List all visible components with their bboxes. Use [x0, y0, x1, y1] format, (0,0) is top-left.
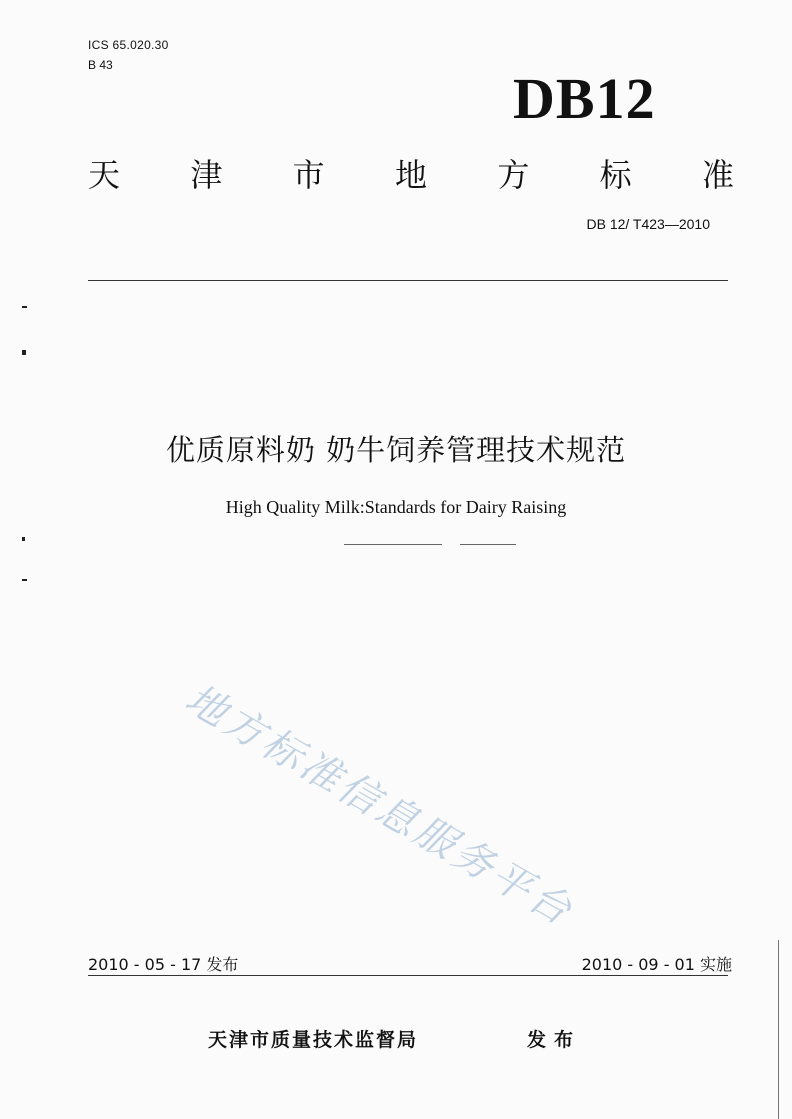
issue-date: 2010 - 05 - 17 发布: [88, 955, 239, 974]
issuing-authority: 天津市质量技术监督局: [208, 1029, 419, 1051]
title-chinese: 优质原料奶 奶牛饲养管理技术规范: [165, 433, 627, 467]
standard-type-char: 市: [292, 156, 325, 194]
scan-mark: [22, 306, 27, 308]
classification-code: B 43: [88, 58, 113, 72]
scan-edge-line: [778, 940, 779, 1119]
publish-label: 发布: [527, 1029, 582, 1051]
scan-mark: [22, 537, 25, 541]
ics-code: ICS 65.020.30: [88, 38, 169, 52]
standard-type-char: 津: [190, 156, 223, 194]
title-underline-dash: [460, 544, 516, 545]
watermark: 地方标准信息服务平台: [177, 675, 582, 936]
standard-type-char: 地: [394, 156, 427, 194]
title-underline-dash: [344, 544, 442, 545]
scan-mark: [22, 579, 27, 581]
standard-type-heading: [88, 150, 734, 196]
implementation-date: 2010 - 09 - 01 实施: [581, 955, 732, 974]
standard-type-char: 准: [701, 156, 734, 194]
scan-mark: [22, 350, 26, 355]
db-code-logo: DB12: [513, 66, 656, 131]
standard-type-char: 方: [497, 156, 530, 194]
bottom-divider: [88, 975, 728, 976]
standard-type-char: 天: [88, 156, 121, 194]
title-english: High Quality Milk:Standards for Dairy Raising: [225, 497, 567, 517]
top-divider: [88, 280, 728, 281]
standard-type-char: 标: [599, 156, 632, 194]
standard-number: DB 12/ T423—2010: [586, 216, 710, 232]
